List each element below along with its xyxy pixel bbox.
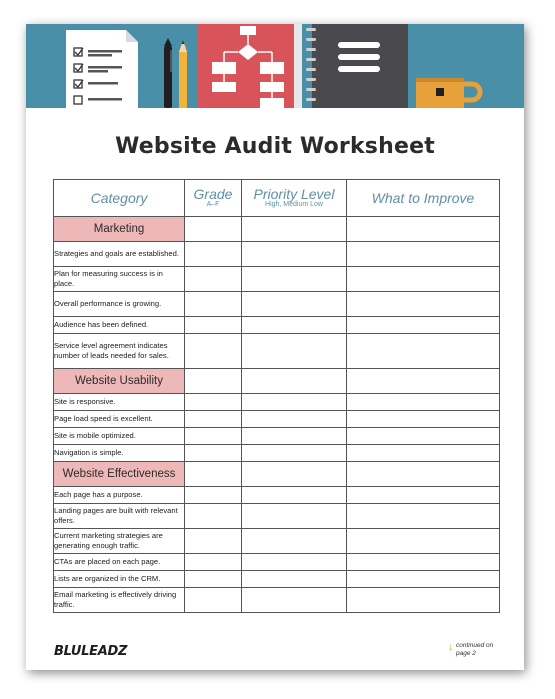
pencil-icon <box>179 40 187 108</box>
grade-cell[interactable] <box>185 504 242 529</box>
column-header-category <box>54 180 185 217</box>
down-arrow-icon: ↓ <box>448 641 454 653</box>
grade-cell[interactable] <box>185 411 242 428</box>
grade-cell[interactable] <box>185 588 242 613</box>
item-label: Strategies and goals are established. <box>54 242 185 267</box>
item-label: Site is responsive. <box>54 394 185 411</box>
grade-cell[interactable] <box>185 317 242 334</box>
priority-cell[interactable] <box>242 487 347 504</box>
pen-icon <box>164 38 172 108</box>
column-header-sublabel: A–F <box>206 201 220 208</box>
priority-cell[interactable] <box>242 529 347 554</box>
column-header-label: What to Improve <box>371 190 475 206</box>
priority-cell[interactable] <box>242 394 347 411</box>
improve-cell[interactable] <box>347 487 500 504</box>
item-label: Email marketing is effectively driving traffic. <box>54 588 185 613</box>
improve-cell[interactable] <box>347 317 500 334</box>
continued-note <box>448 641 500 658</box>
priority-cell[interactable] <box>242 242 347 267</box>
priority-cell[interactable] <box>242 267 347 292</box>
table-row <box>54 571 500 588</box>
column-header-improve <box>347 180 500 217</box>
table-row <box>54 267 500 292</box>
table-row <box>54 394 500 411</box>
grade-cell[interactable] <box>185 487 242 504</box>
improve-cell[interactable] <box>347 292 500 317</box>
grade-cell[interactable] <box>185 529 242 554</box>
continued-text: continued on page 2 <box>456 642 494 657</box>
table-row <box>54 334 500 369</box>
flowchart-icon <box>198 24 302 108</box>
notebook-icon <box>306 24 408 108</box>
priority-cell[interactable] <box>242 317 347 334</box>
item-label: CTAs are placed on each page. <box>54 554 185 571</box>
column-header-label: Category <box>90 190 148 206</box>
item-label: Lists are organized in the CRM. <box>54 571 185 588</box>
column-header-priority <box>242 180 347 217</box>
table-row <box>54 445 500 462</box>
item-label: Site is mobile optimized. <box>54 428 185 445</box>
section-row <box>54 462 500 487</box>
column-header-sublabel: High, Medium Low <box>265 201 323 208</box>
section-label-effectiveness: Website Effectiveness <box>54 462 185 487</box>
priority-cell[interactable] <box>242 292 347 317</box>
item-label: Overall performance is growing. <box>54 292 185 317</box>
improve-cell[interactable] <box>347 428 500 445</box>
section-label-usability: Website Usability <box>54 369 185 394</box>
improve-cell[interactable] <box>347 411 500 428</box>
priority-cell[interactable] <box>242 411 347 428</box>
grade-cell[interactable] <box>185 428 242 445</box>
grade-cell[interactable] <box>185 445 242 462</box>
checklist-icon <box>66 30 138 108</box>
improve-cell[interactable] <box>347 588 500 613</box>
item-label: Plan for measuring success is in place. <box>54 267 185 292</box>
improve-cell[interactable] <box>347 571 500 588</box>
table-row <box>54 504 500 529</box>
grade-cell[interactable] <box>185 462 242 487</box>
improve-cell[interactable] <box>347 334 500 369</box>
grade-cell[interactable] <box>185 554 242 571</box>
column-header-grade <box>185 180 242 217</box>
item-label: Navigation is simple. <box>54 445 185 462</box>
improve-cell[interactable] <box>347 267 500 292</box>
item-label: Each page has a purpose. <box>54 487 185 504</box>
grade-cell[interactable] <box>185 242 242 267</box>
section-row <box>54 217 500 242</box>
table-header-row <box>54 180 500 217</box>
improve-cell[interactable] <box>347 529 500 554</box>
worksheet-page <box>26 24 524 670</box>
page-title: Website Audit Worksheet <box>115 134 435 159</box>
grade-cell[interactable] <box>185 369 242 394</box>
grade-cell[interactable] <box>185 217 242 242</box>
table-row <box>54 242 500 267</box>
table-row <box>54 487 500 504</box>
item-label: Current marketing strategies are generating enough traffic. <box>54 529 185 554</box>
item-label: Landing pages are built with relevant offers. <box>54 504 185 529</box>
grade-cell[interactable] <box>185 571 242 588</box>
improve-cell[interactable] <box>347 217 500 242</box>
item-label: Service level agreement indicates number of leads needed for sales. <box>54 334 185 369</box>
improve-cell[interactable] <box>347 554 500 571</box>
section-label-marketing: Marketing <box>54 217 185 242</box>
improve-cell[interactable] <box>347 504 500 529</box>
priority-cell[interactable] <box>242 504 347 529</box>
column-header-label: Priority Level <box>253 186 335 202</box>
improve-cell[interactable] <box>347 445 500 462</box>
improve-cell[interactable] <box>347 462 500 487</box>
priority-cell[interactable] <box>242 571 347 588</box>
priority-cell[interactable] <box>242 334 347 369</box>
table-row <box>54 411 500 428</box>
item-label: Page load speed is excellent. <box>54 411 185 428</box>
table-row <box>54 428 500 445</box>
grade-cell[interactable] <box>185 292 242 317</box>
bluleadz-logo: BLULEADZ <box>54 644 128 659</box>
grade-cell[interactable] <box>185 267 242 292</box>
table-row <box>54 292 500 317</box>
priority-cell[interactable] <box>242 554 347 571</box>
header-banner <box>26 24 524 108</box>
table-row <box>54 317 500 334</box>
priority-cell[interactable] <box>242 462 347 487</box>
improve-cell[interactable] <box>347 394 500 411</box>
grade-cell[interactable] <box>185 334 242 369</box>
priority-cell[interactable] <box>242 428 347 445</box>
priority-cell[interactable] <box>242 217 347 242</box>
table-row <box>54 588 500 613</box>
priority-cell[interactable] <box>242 445 347 462</box>
improve-cell[interactable] <box>347 242 500 267</box>
audit-table <box>53 179 500 613</box>
grade-cell[interactable] <box>185 394 242 411</box>
section-row <box>54 369 500 394</box>
priority-cell[interactable] <box>242 588 347 613</box>
priority-cell[interactable] <box>242 369 347 394</box>
item-label: Audience has been defined. <box>54 317 185 334</box>
table-row <box>54 554 500 571</box>
column-header-label: Grade <box>193 186 233 202</box>
table-row <box>54 529 500 554</box>
improve-cell[interactable] <box>347 369 500 394</box>
